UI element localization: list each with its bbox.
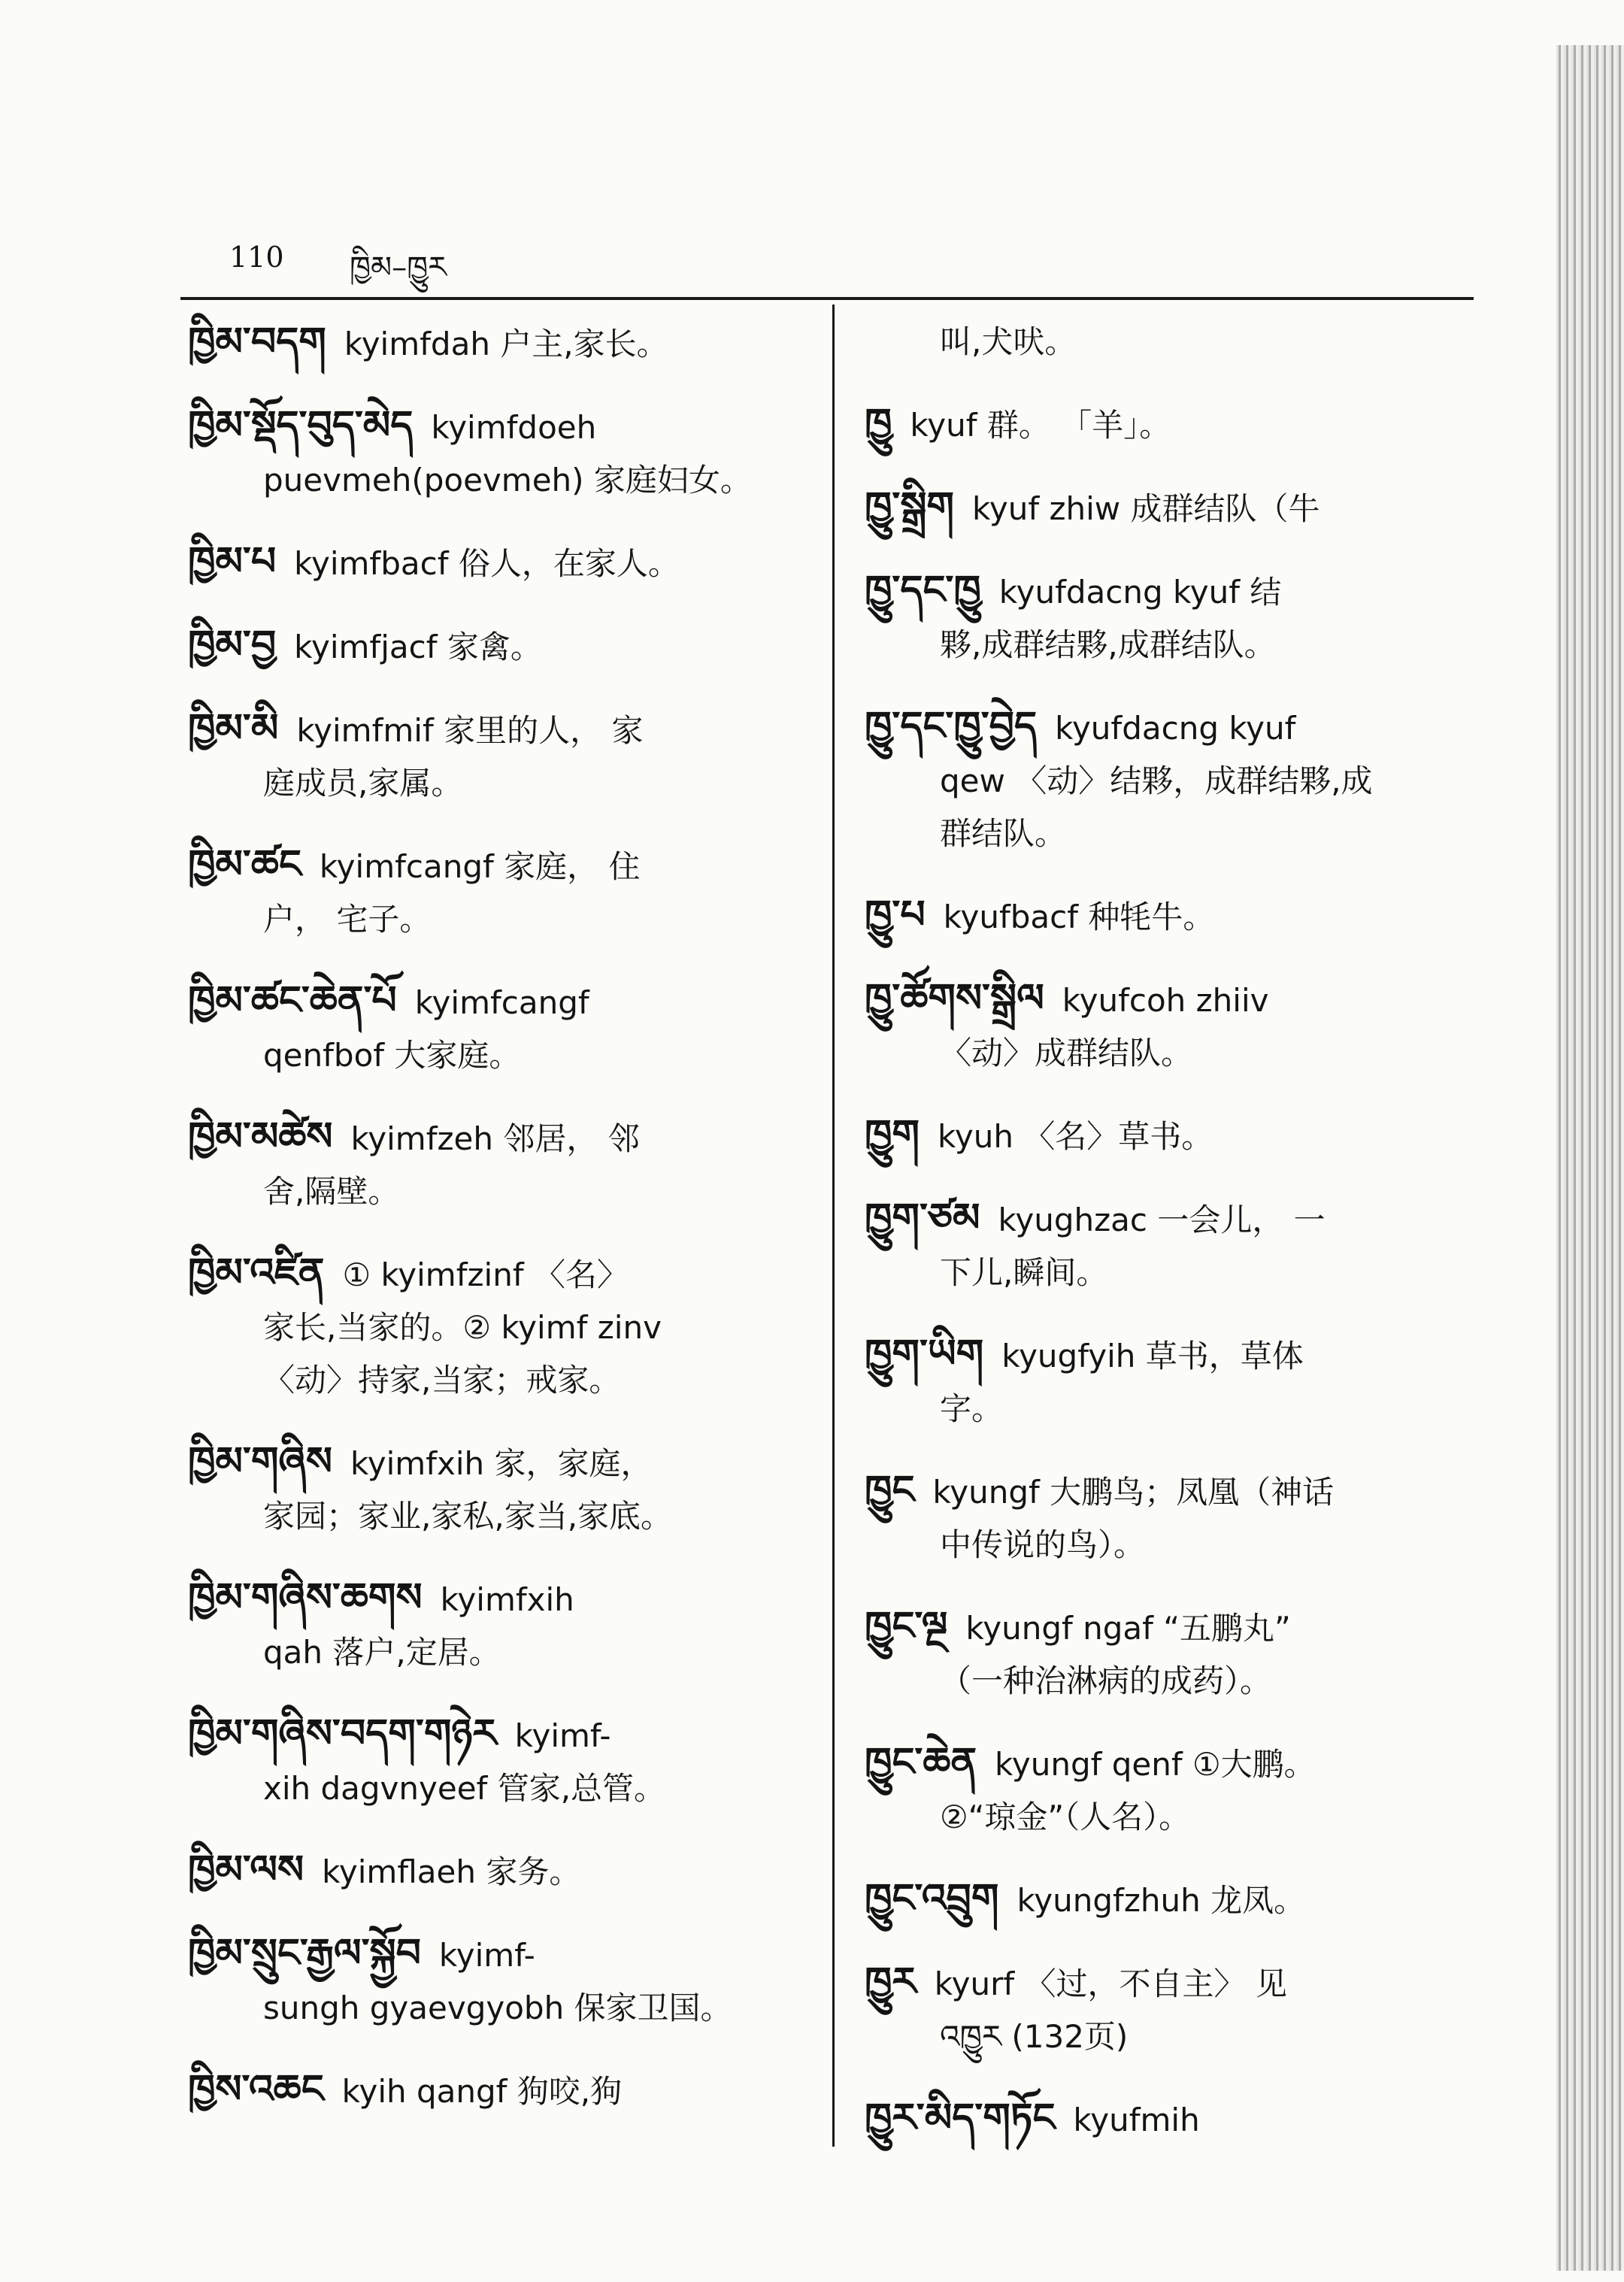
entry-line: [865, 889, 1481, 944]
page-number: 110: [229, 241, 284, 274]
entry-line: [865, 1956, 1481, 2011]
headword-tibetan: ཁྱུ་སྒྲིག: [865, 483, 955, 529]
entry-line: [188, 1490, 812, 1543]
left-column: [188, 316, 812, 2147]
entry-line: [865, 316, 1481, 368]
entry-text: འཁྱུར (132页): [940, 2018, 1129, 2055]
entry-text: kyungfzhuh 龙凤。: [1017, 1882, 1306, 1919]
entry-line: [865, 1872, 1481, 1927]
header-rule: [180, 297, 1474, 300]
entry-text: xih dagvnyeef 管家,总管。: [263, 1770, 666, 1807]
entry-text: 下儿,瞬间。: [940, 1254, 1108, 1291]
dictionary-entry: [865, 1736, 1481, 1844]
headword-tibetan: ཁྱུག་ཙམ: [865, 1195, 980, 1241]
entry-line: [865, 564, 1481, 619]
headword-tibetan: ཁྱིམ་གཞིས: [188, 1438, 332, 1484]
dictionary-entry: [865, 972, 1481, 1080]
headword-tibetan: ཁྱུ་པ: [865, 892, 926, 938]
entry-text: 中传说的鸟）。: [940, 1526, 1146, 1563]
entry-text: sungh gyaevgyobh 保家卫国。: [263, 1990, 732, 2026]
entry-text: kyungf ngaf “五鹏丸”: [965, 1610, 1291, 1647]
headword-tibetan: ཁྱིམ་ཚང་ཆེན་པོ: [188, 977, 397, 1023]
entry-line: [865, 755, 1481, 808]
dictionary-entry: [865, 1328, 1481, 1435]
entry-text: 家园；家业,家私,家当,家底。: [263, 1498, 673, 1535]
entry-text: 字。: [940, 1390, 1004, 1427]
entry-line: [188, 1029, 812, 1082]
dictionary-entry: [865, 1872, 1481, 1927]
entry-line: [865, 1655, 1481, 1708]
entry-text: puevmeh(poevmeh) 家庭妇女。: [263, 462, 752, 499]
headword-tibetan: ཁྱུ: [865, 400, 892, 446]
entry-text: kyugfyih 草书，草体: [1001, 1338, 1304, 1374]
entry-line: [188, 2063, 812, 2118]
headword-tibetan: ཁྱིམ་མཚེས: [188, 1114, 333, 1159]
entry-text: 户， 宅子。: [263, 901, 432, 938]
column-divider: [832, 305, 835, 2147]
entry-text: 〈动〉持家,当家；戒家。: [263, 1362, 621, 1399]
entry-line: [188, 316, 812, 371]
headword-tibetan: ཁྱིམ་སྲུང་རྒྱལ་སྐྱོབ: [188, 1930, 421, 1976]
entry-line: [188, 893, 812, 946]
headword-tibetan: ཁྱུང་ཆེན: [865, 1739, 977, 1785]
dictionary-entry: [188, 1571, 812, 1679]
dictionary-entry: [865, 1956, 1481, 2063]
entry-text: kyimfdoeh: [431, 409, 597, 446]
dictionary-entry: [188, 619, 812, 674]
headword-tibetan: ཁྱིས་འཆང: [188, 2066, 324, 2112]
headword-tibetan: ཁྱུ་དང་ཁྱུ་བྱེད: [865, 703, 1038, 749]
entry-text: 〈动〉成群结队。: [940, 1035, 1193, 1071]
headword-tibetan: ཁྱིམ་མི: [188, 705, 279, 751]
entry-line: [188, 1302, 812, 1354]
entry-text: kyimflaeh 家务。: [322, 1853, 581, 1890]
headword-tibetan: ཁྱུ་ཚོགས་སྒྲིལ: [865, 975, 1044, 1021]
dictionary-entry: [188, 702, 812, 810]
entry-text: 舍,隔壁。: [263, 1173, 400, 1210]
entry-text: kyimfmif 家里的人， 家: [296, 712, 644, 749]
entry-line: [188, 757, 812, 810]
entry-line: [188, 535, 812, 590]
dictionary-entry: [188, 1927, 812, 2035]
headword-tibetan: ཁྱུར: [865, 1959, 917, 2005]
headword-tibetan: ཁྱིམ་པ: [188, 538, 277, 584]
entry-line: [865, 1736, 1481, 1791]
entry-text: ②“琼金”（人名）。: [940, 1799, 1191, 1835]
headword-tibetan: ཁྱིམ་བདག: [188, 319, 326, 365]
entry-text: kyimfdah 户主,家长。: [344, 326, 668, 362]
dictionary-entry: [188, 2063, 812, 2118]
dictionary-entry: [188, 838, 812, 946]
entry-line: [865, 1247, 1481, 1299]
entry-text: kyurf 〈过，不自主〉 见: [934, 1965, 1287, 2002]
dictionary-entry: [188, 316, 812, 371]
headword-tibetan: ཁྱིམ་ཚང: [188, 841, 301, 887]
entry-text: kyimfjacf 家禽。: [294, 629, 542, 665]
dictionary-entry: [865, 1600, 1481, 1708]
entry-text: 叫,犬吠。: [940, 323, 1077, 360]
dictionary-entry: [188, 1247, 812, 1407]
entry-text: kyimfxih 家，家庭，: [350, 1445, 653, 1482]
entry-line: [188, 1247, 812, 1302]
entry-line: [865, 397, 1481, 452]
entry-text: qah 落户,定居。: [263, 1634, 501, 1671]
entry-line: [188, 1354, 812, 1407]
entry-line: [188, 1111, 812, 1165]
entry-line: [188, 1165, 812, 1218]
entry-line: [865, 2092, 1481, 2147]
entry-line: [865, 1519, 1481, 1571]
entry-text: kyungf 大鹏鸟；凤凰（神话: [932, 1474, 1335, 1511]
entry-line: [865, 972, 1481, 1027]
entry-text: kyuf 群。 「羊」。: [910, 407, 1171, 444]
entry-text: kyungf qenf ①大鹏。: [995, 1746, 1316, 1783]
entry-line: [865, 1027, 1481, 1080]
entry-line: [188, 1435, 812, 1490]
entry-text: kyufbacf 种牦牛。: [943, 899, 1215, 935]
entry-line: [865, 1383, 1481, 1435]
dictionary-entry: [188, 1708, 812, 1815]
entry-text: qenfbof 大家庭。: [263, 1037, 521, 1074]
entry-text: kyimfcangf: [414, 984, 589, 1021]
headword-tibetan: ཁྱིམ་གཞིས་བདག་གཉེར: [188, 1711, 497, 1756]
dictionary-entry: [188, 399, 812, 507]
entry-line: [865, 1328, 1481, 1383]
entry-line: [188, 838, 812, 893]
entry-line: [865, 1464, 1481, 1519]
headword-tibetan: ཁྱིམ་བྱ: [188, 622, 277, 668]
entry-line: [188, 1626, 812, 1679]
dictionary-entry: [188, 535, 812, 590]
entry-text: 夥,成群结夥,成群结队。: [940, 626, 1276, 663]
dictionary-entry: [865, 1192, 1481, 1299]
dictionary-entry: [865, 2092, 1481, 2147]
dictionary-entry: [865, 889, 1481, 944]
entry-line: [865, 619, 1481, 671]
running-head: ཁྱིམ–ཁྱུར: [350, 250, 447, 285]
entry-line: [188, 399, 812, 454]
dictionary-entry: [865, 564, 1481, 671]
entry-text: kyufmih: [1073, 2102, 1200, 2138]
dictionary-entry: [865, 1464, 1481, 1571]
dictionary-entry: [865, 397, 1481, 452]
entry-text: kyufcoh zhiiv: [1062, 982, 1269, 1019]
entry-text: kyimf-: [514, 1717, 611, 1754]
entry-line: [865, 700, 1481, 755]
entry-text: kyimfxih: [440, 1581, 574, 1618]
entry-line: [865, 1791, 1481, 1844]
headword-tibetan: ཁྱུ་དང་ཁྱུ: [865, 567, 981, 613]
entry-text: kyih qangf 狗咬,狗: [341, 2073, 623, 2110]
headword-tibetan: ཁྱིམ་གཞིས་ཆགས: [188, 1574, 423, 1620]
entry-text: 庭成员,家属。: [263, 765, 463, 802]
entry-line: [188, 1762, 812, 1815]
dictionary-entry: [188, 974, 812, 1082]
book-spine-edge: [1556, 45, 1624, 2271]
entry-line: [188, 1571, 812, 1626]
headword-tibetan: ཁྱིམ་ལས: [188, 1847, 304, 1893]
dictionary-entry: [188, 1435, 812, 1543]
entry-line: [865, 1192, 1481, 1247]
entry-line: [865, 1600, 1481, 1655]
dictionary-entry: [865, 480, 1481, 535]
entry-line: [188, 702, 812, 757]
entry-text: kyufdacng kyuf: [1055, 710, 1296, 747]
entry-line: [188, 1844, 812, 1899]
dictionary-entry: [865, 700, 1481, 860]
entry-text: （一种治淋病的成药）。: [940, 1662, 1272, 1699]
headword-tibetan: ཁྱུག་ཡིག: [865, 1331, 984, 1377]
headword-tibetan: ཁྱིམ་སྡོད་བུད་མེད: [188, 402, 414, 448]
entry-text: kyimfzeh 邻居， 邻: [350, 1120, 640, 1157]
entry-text: 群结队。: [940, 815, 1067, 852]
entry-line: [188, 974, 812, 1029]
entry-text: ① kyimfzinf 〈名〉: [342, 1256, 629, 1293]
entry-line: [865, 1108, 1481, 1163]
entry-line: [865, 2011, 1481, 2063]
headword-tibetan: ཁྱུང་ལྔ: [865, 1603, 948, 1649]
entry-text: kyufdacng kyuf 结: [998, 574, 1282, 611]
entry-line: [188, 1982, 812, 2035]
entry-text: 家长,当家的。② kyimf zinv: [263, 1309, 662, 1346]
headword-tibetan: ཁྱུང་འབྲུག: [865, 1875, 999, 1921]
entry-text: kyuh 〈名〉草书。: [938, 1118, 1213, 1155]
entry-line: [865, 480, 1481, 535]
headword-tibetan: ཁྱུང: [865, 1467, 915, 1513]
right-column: [865, 316, 1481, 2175]
entry-line: [188, 1708, 812, 1762]
dictionary-entry: [865, 1108, 1481, 1163]
dictionary-entry: [188, 1111, 812, 1218]
entry-text: kyimf-: [438, 1937, 535, 1974]
page-header: [229, 241, 1474, 301]
entry-text: kyuf zhiw 成群结队（牛: [972, 490, 1320, 527]
entry-text: qew 〈动〉结夥，成群结夥,成: [940, 762, 1373, 799]
dictionary-entry: [865, 316, 1481, 368]
entry-text: kyimfcangf 家庭， 住: [319, 848, 641, 885]
headword-tibetan: ཁྱུར་མིད་གཏོང: [865, 2095, 1056, 2141]
headword-tibetan: ཁྱུག: [865, 1111, 920, 1157]
entry-line: [188, 619, 812, 674]
entry-line: [865, 808, 1481, 860]
entry-text: kyimfbacf 俗人，在家人。: [294, 545, 680, 582]
entry-line: [188, 454, 812, 507]
entry-line: [188, 1927, 812, 1982]
dictionary-entry: [188, 1844, 812, 1899]
entry-text: kyughzac 一会儿， 一: [998, 1202, 1326, 1238]
headword-tibetan: ཁྱིམ་འཛིན: [188, 1250, 325, 1296]
